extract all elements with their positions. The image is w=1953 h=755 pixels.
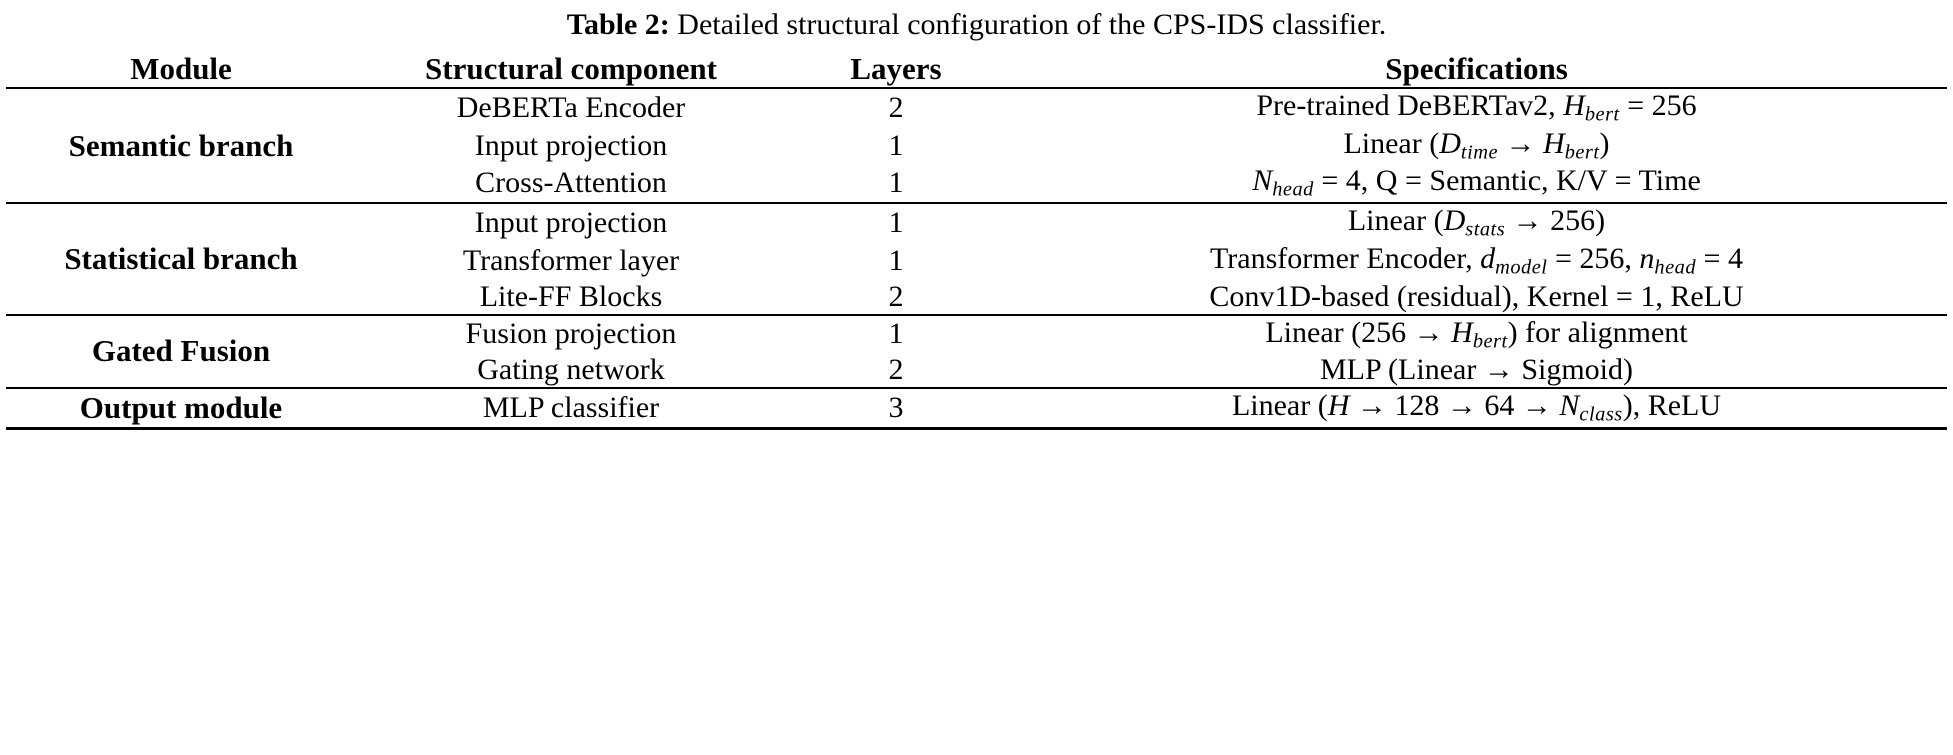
- structural-component: Transformer layer: [462, 243, 680, 277]
- structural-component: Input projection: [356, 203, 786, 242]
- table-row: [6, 203, 1947, 242]
- layer-count: 2: [888, 353, 904, 387]
- specification: Linear $(D_{time} \to H_{bert})$: [1343, 126, 1610, 164]
- table-row: [6, 388, 1947, 428]
- module-name: Output module: [6, 388, 356, 428]
- layer-count: 1: [786, 203, 1006, 242]
- header-row: [6, 51, 1947, 88]
- caption-label: Table 2:: [566, 8, 670, 41]
- layer-count: 2: [786, 88, 1006, 127]
- module-name: Statistical branch: [6, 203, 356, 314]
- configuration-table: [6, 51, 1947, 430]
- specification: Linear $(H \to 128 \to 64 \to N_{class})$, ReLU: [1006, 388, 1947, 428]
- structural-component: MLP classifier: [356, 388, 786, 428]
- structural-component: Cross-Attention: [475, 166, 667, 200]
- specification: MLP (Linear → Sigmoid): [1319, 353, 1634, 387]
- table-caption: [6, 0, 1947, 51]
- table-row: [6, 315, 1947, 354]
- layer-count: 1: [888, 166, 904, 200]
- module-name: Gated Fusion: [6, 315, 356, 389]
- layer-count: 1: [786, 315, 1006, 354]
- column-header-layers: Layers: [850, 51, 942, 86]
- column-header-specifications: Specifications: [1385, 51, 1568, 86]
- structural-component: Gating network: [477, 353, 665, 387]
- table-row: [6, 88, 1947, 127]
- caption-text: Detailed structural configuration of the CPS-IDS classifier.: [677, 8, 1387, 41]
- structural-component: Input projection: [474, 128, 668, 162]
- column-header-module: Module: [130, 51, 232, 86]
- layer-count: 1: [888, 128, 904, 162]
- layer-count: 3: [786, 388, 1006, 428]
- structural-component: Fusion projection: [356, 315, 786, 354]
- specification: $N_{head} = 4$, Q = Semantic, K/V = Time: [1252, 164, 1701, 202]
- column-header-structural-component: Structural component: [425, 51, 717, 86]
- module-name: Semantic branch: [6, 88, 356, 203]
- specification: Transformer Encoder, $d_{model} = 256$, $n_{head} = 4$: [1210, 241, 1743, 279]
- layer-count: 2: [888, 279, 904, 313]
- specification: Conv1D-based (residual), Kernel = 1, ReLU: [1209, 279, 1744, 313]
- structural-component: Lite-FF Blocks: [479, 279, 663, 313]
- layer-count: 1: [888, 243, 904, 277]
- specification: Linear $(D_{stats} \to 256)$: [1006, 203, 1947, 242]
- table-header: [6, 51, 1947, 88]
- specification: Linear $(256 \to H_{bert})$ for alignment: [1006, 315, 1947, 354]
- structural-component: DeBERTa Encoder: [356, 88, 786, 127]
- table-body: [6, 88, 1947, 428]
- specification: Pre-trained DeBERTav2, $H_{bert} = 256$: [1006, 88, 1947, 127]
